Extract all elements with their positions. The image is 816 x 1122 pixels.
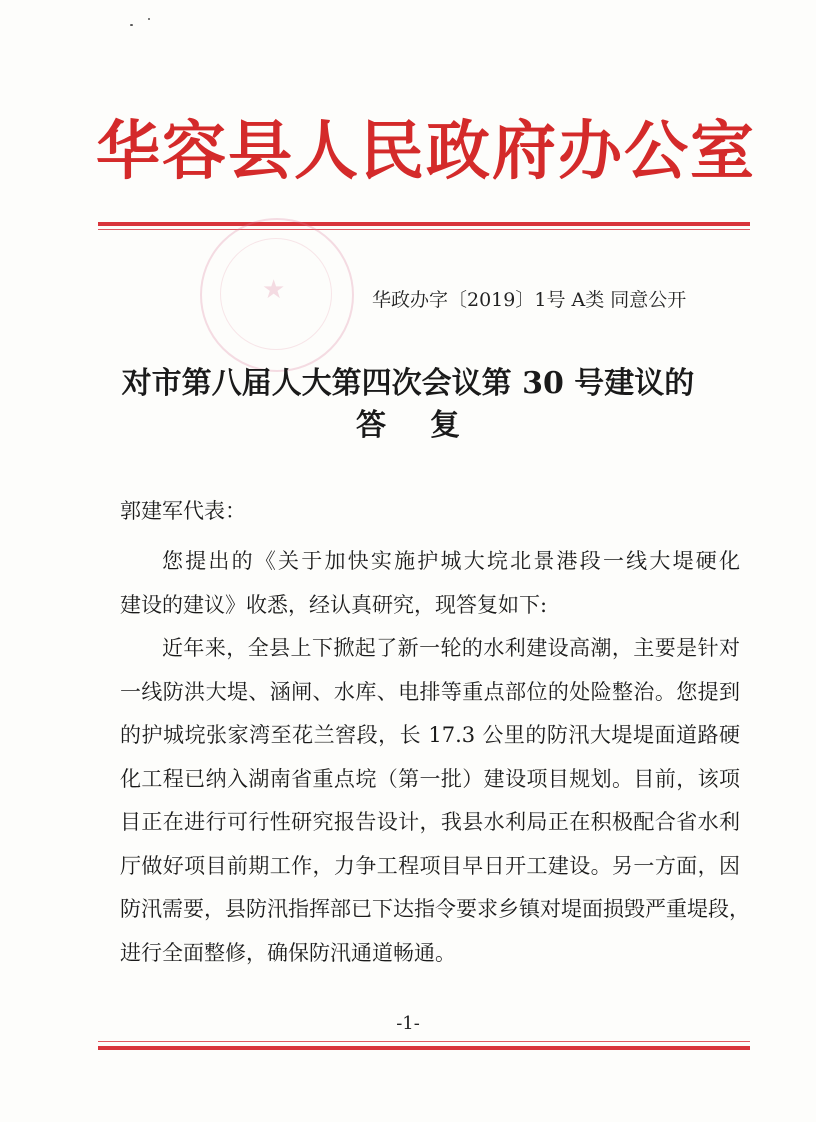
paragraph-line: 的护城垸张家湾至花兰窖段，长 17.3 公里的防汛大堤堤面道路硬 xyxy=(120,723,740,747)
header-divider-thick xyxy=(98,222,750,226)
paragraph-line: 进行全面整修，确保防汛通道畅通。 xyxy=(120,940,456,965)
document-title-line2: 答复 xyxy=(356,408,504,443)
salutation: 郭建军代表： xyxy=(120,499,246,523)
paragraph-line: 建设的建议》收悉，经认真研究，现答复如下: xyxy=(120,592,548,617)
paragraph-response xyxy=(120,627,750,975)
scan-speck xyxy=(148,18,150,20)
paragraph-line: 化工程已纳入湖南省重点垸（第一批）建设项目规划。目前，该项 xyxy=(120,766,740,791)
page-number: -1- xyxy=(396,1013,420,1034)
document-title-line1: 对市第八届人大第四次会议第 30 号建议的 xyxy=(121,366,695,401)
paragraph-acknowledgement xyxy=(120,540,740,627)
scan-speck xyxy=(130,24,133,26)
paragraph-line: 您提出的《关于加快实施护城大垸北景港段一线大堤硬化 xyxy=(162,549,740,573)
paragraph-line: 防汛需要，县防汛指挥部已下达指令要求乡镇对堤面损毁严重堤段， xyxy=(120,897,750,921)
document-number: 华政办字〔2019〕1号 A类 同意公开 xyxy=(372,289,687,311)
paragraph-line: 一线防洪大堤、涵闸、水库、电排等重点部位的处险整治。您提到 xyxy=(120,679,740,704)
paragraph-line: 厅做好项目前期工作，力争工程项目早日开工建设。另一方面，因 xyxy=(120,853,740,878)
footer-divider-thick xyxy=(98,1046,750,1050)
official-seal-faint xyxy=(200,218,354,372)
paragraph-line: 近年来，全县上下掀起了新一轮的水利建设高潮，主要是针对 xyxy=(162,636,740,660)
header-divider-thin xyxy=(98,229,750,230)
paragraph-line: 目正在进行可行性研究报告设计，我县水利局正在积极配合省水利 xyxy=(120,810,740,834)
footer-divider-thin xyxy=(98,1041,750,1042)
seal-star-icon: ★ xyxy=(262,275,286,305)
issuing-organization-title: 华容县人民政府办公室 xyxy=(96,114,756,189)
